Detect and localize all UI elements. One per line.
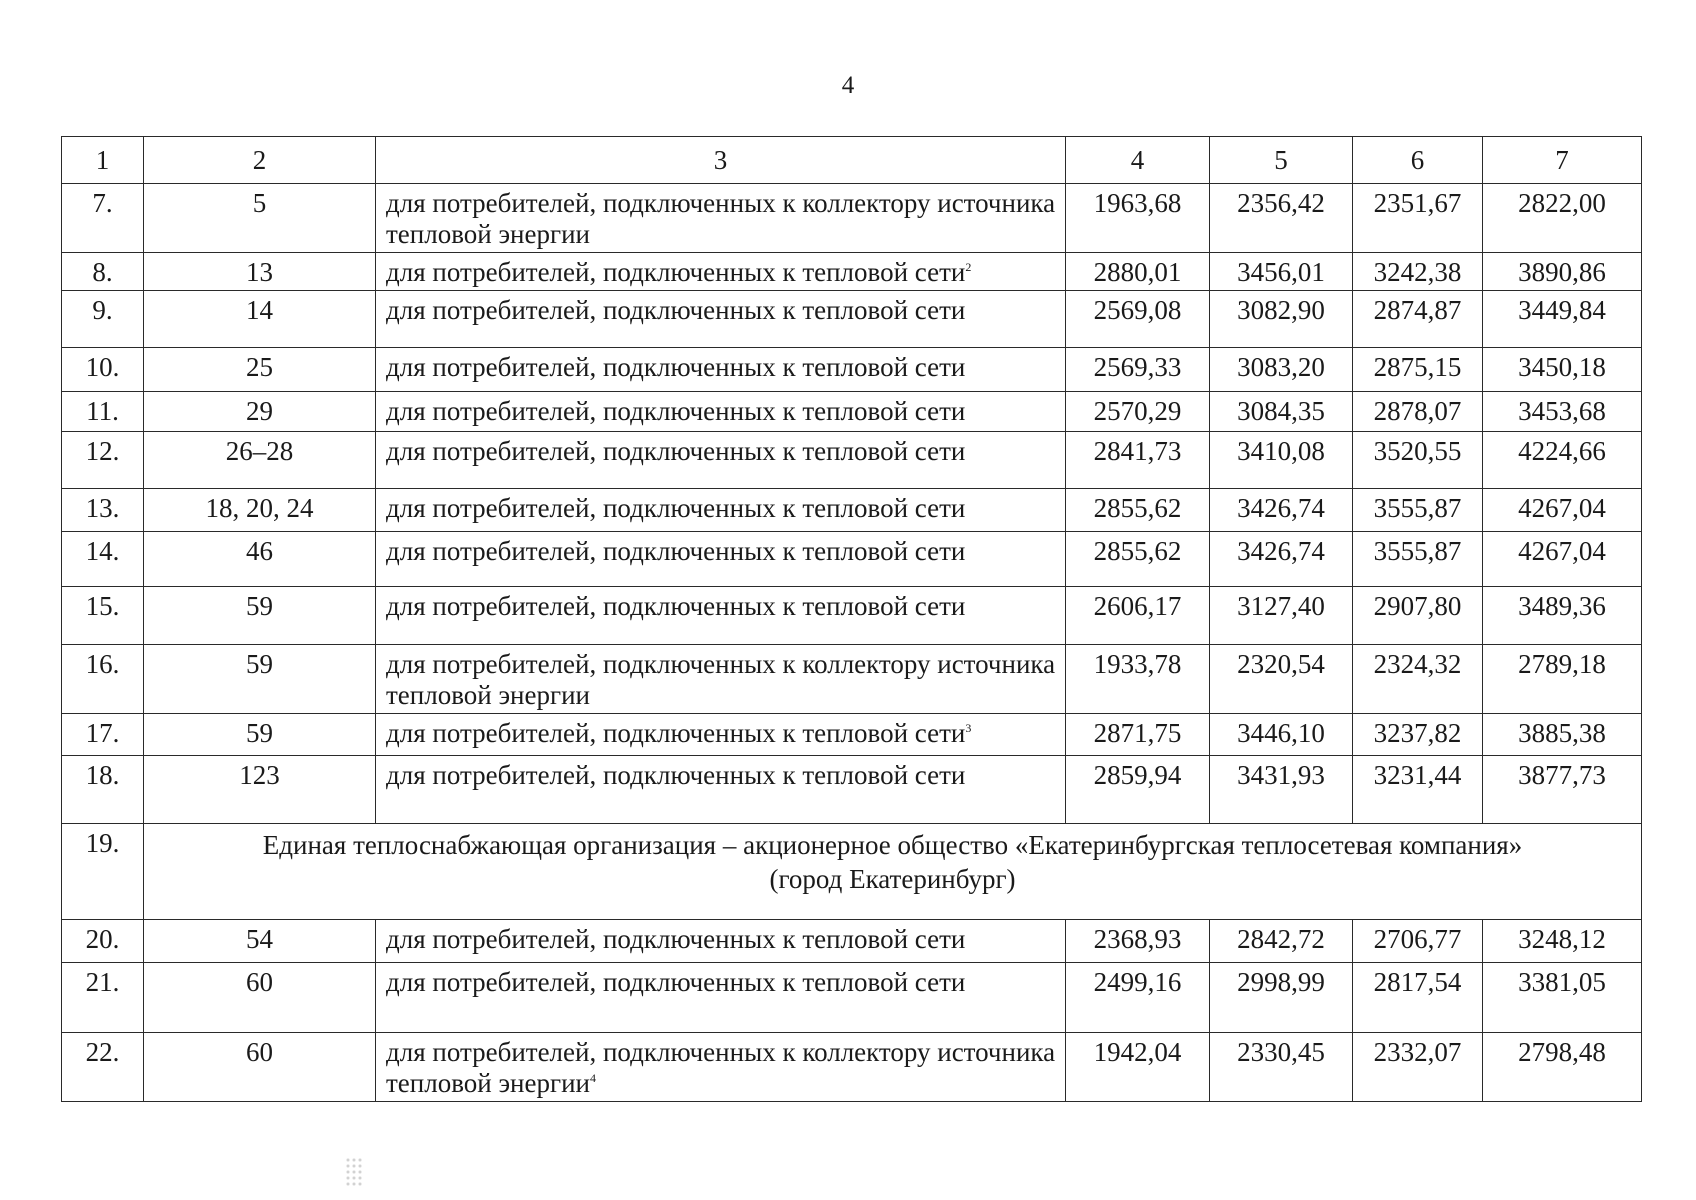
value-cell: 2798,48 — [1483, 1033, 1642, 1102]
table-row — [62, 963, 1642, 1033]
row-number-cell: 11. — [62, 392, 144, 432]
table-row — [62, 920, 1642, 963]
value-cell: 2570,29 — [1066, 392, 1210, 432]
value-cell: 2841,73 — [1066, 432, 1210, 489]
value-cell: 3450,18 — [1483, 348, 1642, 392]
header-cell: 4 — [1066, 137, 1210, 184]
description-text: для потребителей, подключенных к тепловой сети — [386, 536, 966, 566]
description-cell — [376, 348, 1066, 392]
description-cell — [376, 532, 1066, 587]
value-cell: 3489,36 — [1483, 587, 1642, 645]
value-cell: 3083,20 — [1210, 348, 1353, 392]
code-cell: 13 — [144, 253, 376, 291]
row-number-cell: 13. — [62, 489, 144, 532]
value-cell: 3237,82 — [1353, 714, 1483, 756]
description-text: для потребителей, подключенных к тепловой сети — [386, 591, 966, 621]
value-cell: 3381,05 — [1483, 963, 1642, 1033]
value-cell: 2859,94 — [1066, 756, 1210, 824]
code-cell: 26–28 — [144, 432, 376, 489]
table-row — [62, 756, 1642, 824]
description-text: для потребителей, подключенных к тепловой сети — [386, 967, 966, 997]
footnote-mark: 3 — [965, 721, 972, 735]
value-cell: 2874,87 — [1353, 291, 1483, 348]
table-row — [62, 587, 1642, 645]
description-text: для потребителей, подключенных к коллектору источника тепловой энергии — [386, 1037, 1056, 1098]
code-cell: 14 — [144, 291, 376, 348]
value-cell: 2324,32 — [1353, 645, 1483, 714]
description-text: для потребителей, подключенных к тепловой сети — [386, 718, 966, 748]
description-cell — [376, 184, 1066, 253]
row-number-cell: 10. — [62, 348, 144, 392]
row-number-cell: 21. — [62, 963, 144, 1033]
footnote-mark: 4 — [589, 1071, 596, 1085]
value-cell: 3555,87 — [1353, 532, 1483, 587]
code-cell: 18, 20, 24 — [144, 489, 376, 532]
description-text: для потребителей, подключенных к тепловой сети — [386, 436, 966, 466]
value-cell: 2706,77 — [1353, 920, 1483, 963]
value-cell: 2330,45 — [1210, 1033, 1353, 1102]
description-text: для потребителей, подключенных к тепловой сети — [386, 396, 966, 426]
value-cell: 3446,10 — [1210, 714, 1353, 756]
value-cell: 4267,04 — [1483, 532, 1642, 587]
description-text: для потребителей, подключенных к тепловой сети — [386, 295, 966, 325]
value-cell: 1933,78 — [1066, 645, 1210, 714]
description-cell — [376, 1033, 1066, 1102]
row-number-cell: 8. — [62, 253, 144, 291]
table-row — [62, 714, 1642, 756]
table-row — [62, 184, 1642, 253]
description-cell — [376, 253, 1066, 291]
table-row — [62, 1033, 1642, 1102]
table-row — [62, 489, 1642, 532]
description-text: для потребителей, подключенных к тепловой сети — [386, 352, 966, 382]
row-number-cell: 14. — [62, 532, 144, 587]
header-cell: 3 — [376, 137, 1066, 184]
description-cell — [376, 291, 1066, 348]
description-text: для потребителей, подключенных к тепловой сети — [386, 760, 966, 790]
value-cell: 4224,66 — [1483, 432, 1642, 489]
organization-row — [62, 824, 1642, 920]
value-cell: 2499,16 — [1066, 963, 1210, 1033]
value-cell: 2878,07 — [1353, 392, 1483, 432]
value-cell: 3426,74 — [1210, 532, 1353, 587]
row-number-cell: 15. — [62, 587, 144, 645]
header-cell: 2 — [144, 137, 376, 184]
description-text: для потребителей, подключенных к коллектору источника тепловой энергии — [386, 649, 1056, 710]
code-cell: 60 — [144, 963, 376, 1033]
value-cell: 3082,90 — [1210, 291, 1353, 348]
value-cell: 1963,68 — [1066, 184, 1210, 253]
value-cell: 3431,93 — [1210, 756, 1353, 824]
table-row — [62, 432, 1642, 489]
code-cell: 123 — [144, 756, 376, 824]
value-cell: 1942,04 — [1066, 1033, 1210, 1102]
description-cell — [376, 963, 1066, 1033]
value-cell: 2842,72 — [1210, 920, 1353, 963]
header-cell: 6 — [1353, 137, 1483, 184]
table-header-row — [62, 137, 1642, 184]
value-cell: 2356,42 — [1210, 184, 1353, 253]
value-cell: 2855,62 — [1066, 532, 1210, 587]
value-cell: 2351,67 — [1353, 184, 1483, 253]
value-cell: 3885,38 — [1483, 714, 1642, 756]
code-cell: 5 — [144, 184, 376, 253]
table-row — [62, 348, 1642, 392]
value-cell: 2606,17 — [1066, 587, 1210, 645]
row-number-cell: 20. — [62, 920, 144, 963]
value-cell: 3890,86 — [1483, 253, 1642, 291]
row-number-cell: 22. — [62, 1033, 144, 1102]
row-number-cell: 7. — [62, 184, 144, 253]
row-number-cell: 19. — [62, 824, 144, 920]
code-cell: 60 — [144, 1033, 376, 1102]
header-cell: 5 — [1210, 137, 1353, 184]
row-number-cell: 12. — [62, 432, 144, 489]
value-cell: 2855,62 — [1066, 489, 1210, 532]
description-cell — [376, 920, 1066, 963]
value-cell: 2871,75 — [1066, 714, 1210, 756]
row-number-cell: 17. — [62, 714, 144, 756]
value-cell: 3877,73 — [1483, 756, 1642, 824]
description-text: для потребителей, подключенных к тепловой сети — [386, 924, 966, 954]
table-row — [62, 532, 1642, 587]
value-cell: 3426,74 — [1210, 489, 1353, 532]
description-cell — [376, 489, 1066, 532]
code-cell: 46 — [144, 532, 376, 587]
value-cell: 3231,44 — [1353, 756, 1483, 824]
description-cell — [376, 432, 1066, 489]
row-number-cell: 9. — [62, 291, 144, 348]
code-cell: 25 — [144, 348, 376, 392]
value-cell: 2368,93 — [1066, 920, 1210, 963]
value-cell: 3555,87 — [1353, 489, 1483, 532]
description-cell — [376, 645, 1066, 714]
footnote-mark: 2 — [965, 260, 972, 274]
value-cell: 2569,33 — [1066, 348, 1210, 392]
value-cell: 3127,40 — [1210, 587, 1353, 645]
table-row — [62, 645, 1642, 714]
code-cell: 59 — [144, 587, 376, 645]
description-text: для потребителей, подключенных к тепловой сети — [386, 257, 966, 287]
row-number-cell: 18. — [62, 756, 144, 824]
value-cell: 2320,54 — [1210, 645, 1353, 714]
value-cell: 4267,04 — [1483, 489, 1642, 532]
value-cell: 3449,84 — [1483, 291, 1642, 348]
description-text: для потребителей, подключенных к тепловой сети — [386, 493, 966, 523]
value-cell: 2789,18 — [1483, 645, 1642, 714]
value-cell: 3242,38 — [1353, 253, 1483, 291]
value-cell: 2875,15 — [1353, 348, 1483, 392]
code-cell: 29 — [144, 392, 376, 432]
value-cell: 3410,08 — [1210, 432, 1353, 489]
table-row — [62, 291, 1642, 348]
description-cell — [376, 756, 1066, 824]
header-cell: 1 — [62, 137, 144, 184]
code-cell: 54 — [144, 920, 376, 963]
page-number: 4 — [841, 72, 855, 99]
tariff-table — [61, 136, 1642, 1102]
value-cell: 2817,54 — [1353, 963, 1483, 1033]
value-cell: 3456,01 — [1210, 253, 1353, 291]
value-cell: 2569,08 — [1066, 291, 1210, 348]
organization-title-line: Единая теплоснабжающая организация – акционерное общество «Екатеринбургская теплосетевая компания» — [262, 830, 1523, 860]
value-cell: 2880,01 — [1066, 253, 1210, 291]
value-cell: 2998,99 — [1210, 963, 1353, 1033]
description-text: для потребителей, подключенных к коллектору источника тепловой энергии — [386, 188, 1056, 249]
scan-speck — [345, 1157, 363, 1187]
row-number-cell: 16. — [62, 645, 144, 714]
value-cell: 3084,35 — [1210, 392, 1353, 432]
code-cell: 59 — [144, 714, 376, 756]
value-cell: 2332,07 — [1353, 1033, 1483, 1102]
code-cell: 59 — [144, 645, 376, 714]
description-cell — [376, 714, 1066, 756]
header-cell: 7 — [1483, 137, 1642, 184]
value-cell: 2907,80 — [1353, 587, 1483, 645]
value-cell: 2822,00 — [1483, 184, 1642, 253]
table-row — [62, 392, 1642, 432]
value-cell: 3453,68 — [1483, 392, 1642, 432]
organization-city-line: (город Екатеринбург) — [769, 864, 1016, 894]
description-cell — [376, 587, 1066, 645]
organization-title-cell — [144, 824, 1642, 920]
description-cell — [376, 392, 1066, 432]
value-cell: 3520,55 — [1353, 432, 1483, 489]
value-cell: 3248,12 — [1483, 920, 1642, 963]
table-row — [62, 253, 1642, 291]
